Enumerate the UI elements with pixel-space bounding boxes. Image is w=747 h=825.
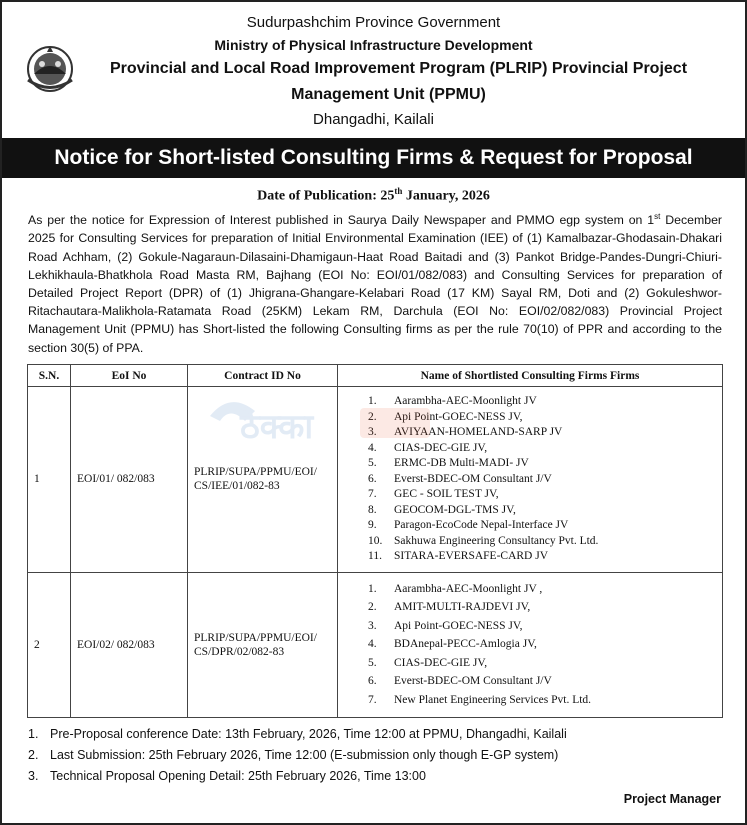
note-item: 3. Technical Proposal Opening Detail: 25th February 2026, Time 13:00 — [28, 769, 426, 783]
list-item: 5. ERMC-DB Multi-MADI- JV — [368, 457, 529, 469]
contract-id-line1: PLRIP/SUPA/PPMU/EOI/ — [194, 631, 317, 644]
header-sn: S.N. — [28, 365, 71, 387]
list-item: 6. Everst-BDEC-OM Consultant J/V — [368, 675, 552, 688]
list-item: 11. SITARA-EVERSAFE-CARD JV — [368, 550, 549, 562]
row-sn: 1 — [28, 387, 71, 573]
list-item: 9. Paragon-EcoCode Nepal-Interface JV — [368, 519, 569, 531]
publication-date-prefix: Date of Publication: 25 — [257, 188, 395, 204]
row-eoi: EOI/02/ 082/083 — [71, 572, 188, 717]
list-item: 1. Aarambha-AEC-Moonlight JV , — [368, 582, 543, 595]
list-item: 2. Api Point-GOEC-NESS JV, — [368, 410, 523, 423]
list-item: 7. GEC - SOIL TEST JV, — [368, 488, 499, 500]
shortlist-table — [27, 364, 723, 718]
header-firms: Name of Shortlisted Consulting Firms Firms — [338, 365, 723, 387]
list-item: 7. New Planet Engineering Services Pvt. Ltd. — [368, 694, 592, 707]
list-item: 5. CIAS-DEC-GIE JV, — [368, 656, 488, 669]
program-name-line1: Provincial and Local Road Improvement Program (PLRIP) Provincial Project — [109, 60, 688, 77]
firm-list — [368, 574, 721, 716]
row-firms — [338, 387, 723, 573]
contract-id-line1: PLRIP/SUPA/PPMU/EOI/ — [194, 466, 317, 479]
header-contract-id: Contract ID No — [188, 365, 338, 387]
list-item: 8. GEOCOM-DGL-TMS JV, — [368, 503, 516, 516]
firm-list — [368, 388, 721, 571]
publication-date-suffix: January, 2026 — [402, 188, 490, 204]
watermark-text: ठेक्का — [240, 407, 314, 446]
list-item: 3. AVIYAAN-HOMELAND-SARP JV — [368, 426, 563, 438]
note-item: 2. Last Submission: 25th February 2026, Time 12:00 (E-submission only though E-GP system) — [28, 748, 559, 762]
intro-paragraph — [28, 208, 722, 357]
contract-id-line2: CS/IEE/01/082-83 — [194, 480, 280, 493]
note-item: 1. Pre-Proposal conference Date: 13th February, 2026, Time 12:00 at PPMU, Dhangadhi, Kailali — [28, 727, 567, 741]
intro-part1: As per the notice for Expression of Interest published in Saurya Daily Newspaper and PMMO egp system on 1 — [28, 213, 655, 228]
row-sn: 2 — [28, 572, 71, 717]
list-item: 2. AMIT-MULTI-RAJDEVI JV, — [368, 601, 531, 614]
row-contract-id — [188, 387, 338, 573]
notice-title-banner: Notice for Short-listed Consulting Firms & Request for Proposal — [2, 138, 745, 178]
list-item: 6. Everst-BDEC-OM Consultant J/V — [368, 472, 552, 485]
list-item: 3. Api Point-GOEC-NESS JV, — [368, 619, 523, 632]
list-item: 1. Aarambha-AEC-Moonlight JV — [368, 395, 537, 407]
notes-list — [28, 724, 722, 787]
table-header-row — [28, 365, 723, 387]
row-contract-id — [188, 572, 338, 717]
intro-part2: December 2025 for Consulting Services for preparation of Initial Environmental Examination (IEE) of (1) Kamalbazar-Ghodasain-Dhakari Road Achham, (2) Gokule-Nagaraun-Dilasaini-Dhamigaun-Haat Road Baitadi and (3) Pankot Bridge-Pandes-Dungri-Chiuri-Lekhikhaula-Bhatkhola Road Masta RM, Bajhang (EOI No: EOI/01/082/083) and Consulting Services for preparation of Detailed Project Report (DPR) of (1) Jhigrana-Ghangare-Kelabari Road (17 KM) Sayal RM, Doti and (2) Gokuleshwor-Ritachautara-Malikhola-Ratamata Road (25KM) Lekam RM, Darchula (EOI No: EOI/02/082/083) Provincial Project Management Unit (PPMU) has Short-listed the following Consulting firms as per the rule 70(10) of PPR and according to the section 30(5) of PPA. — [28, 213, 722, 355]
list-item: 10. Sakhuwa Engineering Consultancy Pvt. Ltd. — [368, 534, 599, 547]
letterhead — [0, 12, 747, 132]
office-location: Dhangadhi, Kailali — [313, 111, 434, 128]
ministry-name: Ministry of Physical Infrastructure Development — [214, 37, 533, 53]
publication-date-sup: th — [394, 186, 403, 196]
row-firms — [338, 572, 723, 717]
program-name-line2: Management Unit (PPMU) — [291, 86, 486, 103]
government-name: Sudurpashchim Province Government — [246, 14, 501, 31]
table-row — [28, 572, 723, 717]
intro-sup: st — [654, 212, 661, 221]
signatory-title: Project Manager — [623, 792, 721, 806]
publication-date — [0, 186, 747, 205]
list-item: 4. CIAS-DEC-GIE JV, — [368, 441, 488, 454]
list-item: 4. BDAnepal-PECC-Amlogia JV, — [368, 638, 537, 651]
row-eoi: EOI/01/ 082/083 — [71, 387, 188, 573]
table-row — [28, 387, 723, 573]
header-eoi: EoI No — [71, 365, 188, 387]
contract-id-line2: CS/DPR/02/082-83 — [194, 645, 285, 658]
